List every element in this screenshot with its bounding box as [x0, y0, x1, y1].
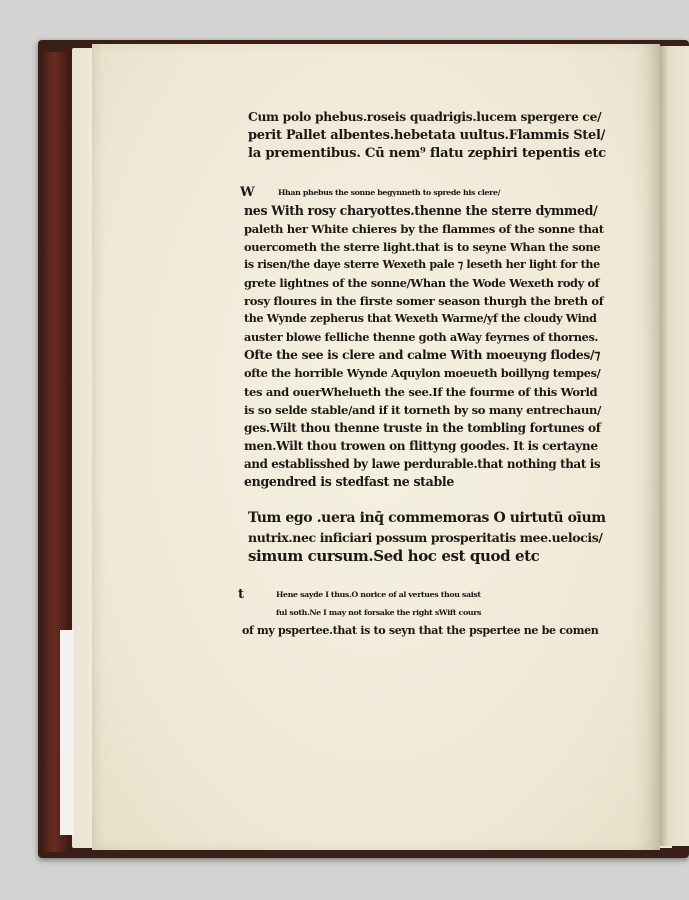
text-line: Hhan phebus the sonne begynneth to sprede his clere/: [278, 187, 501, 197]
text-line: and establisshed by lawe perdurable.that nothing that is: [244, 456, 601, 471]
text-line: nutrix.nec inficiari possum prosperitatis mee.uelocis/: [248, 530, 603, 546]
latin-verse-2: [248, 509, 608, 566]
english-paragraph-2: [238, 586, 602, 640]
text-line: ouercometh the sterre light.that is to seyne Whan the sone: [244, 239, 601, 254]
text-line: auster blowe felliche thenne goth aWay feyrnes of thornes.: [244, 330, 599, 345]
text-line: Ofte the see is clere and calme With moeuyng flodes/⁊: [244, 347, 600, 363]
text-line: men.Wilt thou trowen on flittyng goodes. It is certayne: [244, 438, 598, 453]
english-paragraph-1: [240, 184, 604, 492]
text-line: ful soth.Ne I may not forsake the right sWift cours: [276, 608, 482, 618]
text-line: rosy floures in the firste somer season thurgh the breth of: [244, 294, 604, 309]
text-line: engendred is stedfast ne stable: [244, 474, 455, 489]
text-line: of my pspertee.that is to seyn that the pspertee ne be comen: [242, 624, 599, 638]
page-text: [238, 108, 608, 640]
latin-verse-1: [248, 108, 608, 164]
text-line: the Wynde zepherus that Wexeth Warme/yf the cloudy Wind: [244, 312, 597, 326]
text-line: nes With rosy charyottes.thenne the sterre dymmed/: [244, 202, 598, 218]
text-line: Cum polo phebus.roseis quadrigis.lucem spergere ce/: [248, 109, 602, 124]
text-line: is so selde stable/and if it torneth by so many entrechaun/: [244, 402, 601, 417]
text-line: ges.Wilt thou thenne truste in the tombling fortunes of: [244, 420, 601, 435]
text-line: is risen/the daye sterre Wexeth pale ⁊ leseth her light for the: [244, 257, 600, 271]
guide-initial: W: [240, 184, 255, 200]
guide-initial: t: [238, 587, 244, 603]
text-line: paleth her White chieres by the flammes of the sonne that: [244, 221, 604, 236]
text-line: perit Pallet albentes.hebetata uultus.Flammis Stel/: [248, 127, 606, 143]
text-line: Hene sayde I thus.O norice of al vertues thou saist: [276, 590, 481, 600]
text-line: grete lightnes of the sonne/Whan the Wode Wexeth rody of: [244, 275, 600, 290]
text-line: ofte the horrible Wynde Aquylon moeueth boillyng tempes/: [244, 366, 601, 381]
text-line: simum cursum.Sed hoc est quod etc: [248, 547, 540, 566]
white-label-strip: [60, 630, 74, 835]
text-line: la prementibus. Cū nem⁹ flatu zephiri tepentis etc: [248, 146, 606, 161]
text-line: Tum ego .uera inq̄ commemoras O uirtutū oīum: [248, 510, 606, 527]
text-line: tes and ouerWhelueth the see.If the fourme of this World: [244, 384, 598, 399]
facing-page-edge: [660, 46, 689, 846]
